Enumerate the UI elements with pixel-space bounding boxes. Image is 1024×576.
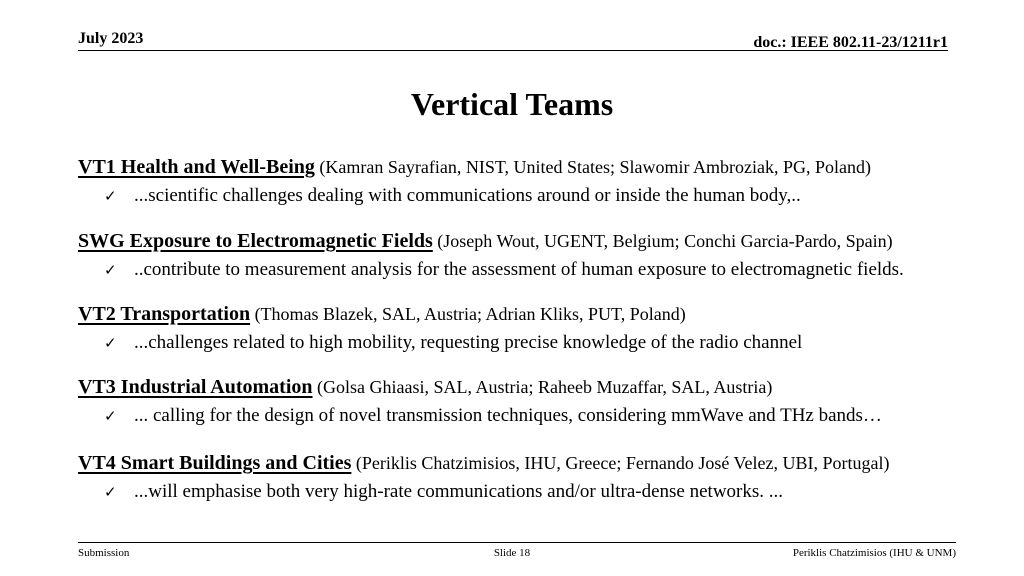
section-name: VT2 Transportation xyxy=(78,303,251,325)
bullet-text: ...challenges related to high mobility, requesting precise knowledge of the radio channel xyxy=(134,332,803,353)
section-vt2 xyxy=(78,302,1008,355)
section-name: SWG Exposure to Electromagnetic Fields xyxy=(78,230,433,252)
section-people: (Kamran Sayrafian, NIST, United States; Slawomir Ambroziak, PG, Poland) xyxy=(319,157,871,177)
section-heading xyxy=(78,155,1008,179)
section-bullet xyxy=(104,184,1008,208)
header-doc-id: doc.: IEEE 802.11-23/1211r1 xyxy=(753,34,948,51)
section-bullet xyxy=(104,258,1008,282)
header-date: July 2023 xyxy=(78,30,144,47)
section-vt3 xyxy=(78,375,1008,428)
footer-submission: Submission xyxy=(78,547,130,559)
checkmark-icon: ✓ xyxy=(104,187,117,205)
bullet-text: ...will emphasise both very high-rate communications and/or ultra-dense networks. ... xyxy=(134,481,784,502)
footer-author: Periklis Chatzimisios (IHU & UNM) xyxy=(792,547,956,559)
section-people: (Thomas Blazek, SAL, Austria; Adrian Kliks, PUT, Poland) xyxy=(254,304,686,324)
section-heading xyxy=(78,229,1008,253)
section-name: VT4 Smart Buildings and Cities xyxy=(78,452,352,474)
section-heading xyxy=(78,451,1008,475)
checkmark-icon: ✓ xyxy=(104,407,117,425)
bullet-text: ... calling for the design of novel transmission techniques, considering mmWave and THz bands… xyxy=(134,405,882,426)
section-heading xyxy=(78,375,1008,399)
section-bullet xyxy=(104,404,1008,428)
section-vt4 xyxy=(78,451,1008,504)
checkmark-icon: ✓ xyxy=(104,483,117,501)
section-swg-emf xyxy=(78,229,1008,282)
section-people: (Joseph Wout, UGENT, Belgium; Conchi Garcia-Pardo, Spain) xyxy=(437,231,893,251)
footer-divider xyxy=(78,542,956,543)
checkmark-icon: ✓ xyxy=(104,334,117,352)
section-people: (Periklis Chatzimisios, IHU, Greece; Fernando José Velez, UBI, Portugal) xyxy=(355,453,890,473)
section-heading xyxy=(78,302,1008,326)
section-name: VT1 Health and Well-Being xyxy=(78,156,315,178)
section-vt1 xyxy=(78,155,1008,208)
checkmark-icon: ✓ xyxy=(104,261,117,279)
footer-slide-number: Slide 18 xyxy=(493,547,531,559)
slide-title: Vertical Teams xyxy=(410,86,614,122)
bullet-text: ..contribute to measurement analysis for the assessment of human exposure to electromagnetic fields. xyxy=(134,259,904,280)
header-divider xyxy=(78,50,948,51)
bullet-text: ...scientific challenges dealing with communications around or inside the human body,.. xyxy=(134,185,801,206)
section-bullet xyxy=(104,480,1008,504)
section-name: VT3 Industrial Automation xyxy=(78,376,313,398)
section-people: (Golsa Ghiaasi, SAL, Austria; Raheeb Muzaffar, SAL, Austria) xyxy=(317,377,773,397)
section-bullet xyxy=(104,331,1008,355)
